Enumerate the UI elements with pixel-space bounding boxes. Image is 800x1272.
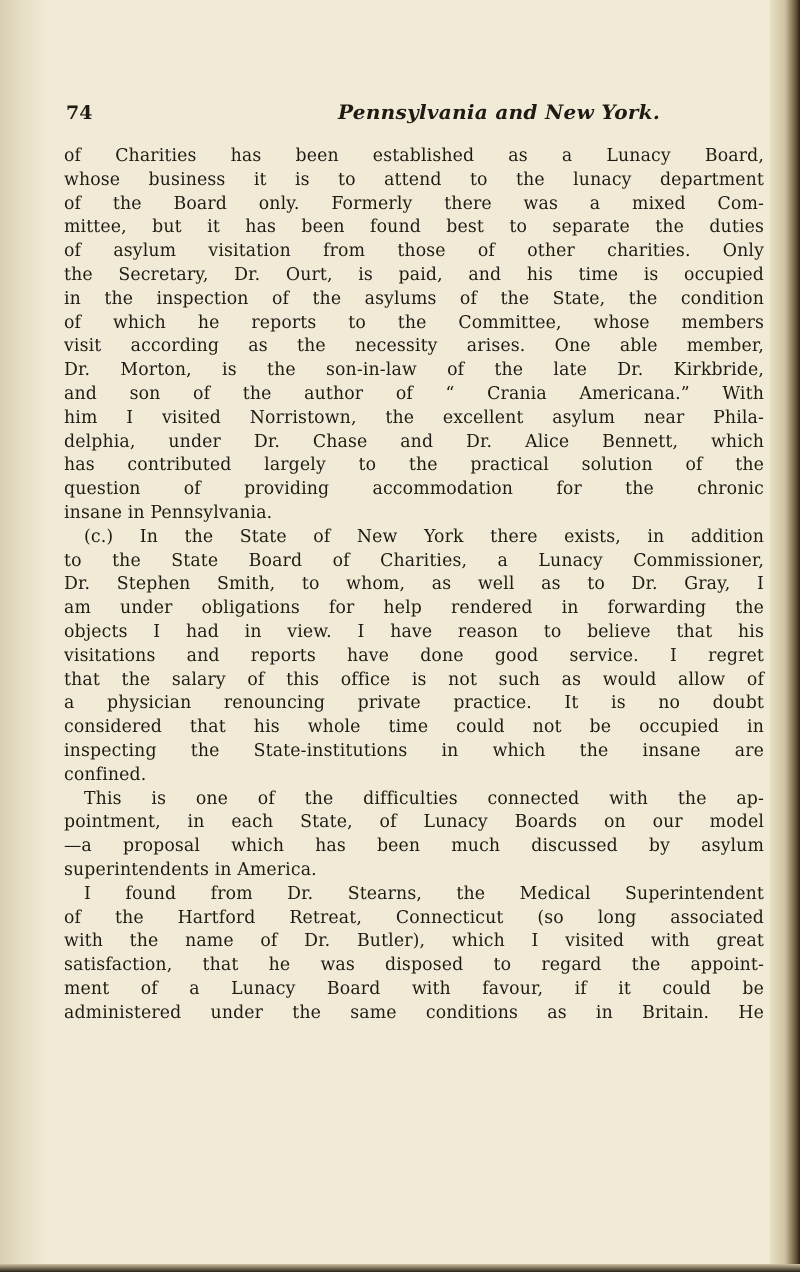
- text-line: of the Hartford Retreat, Connecticut (so long associated: [64, 907, 764, 928]
- text-line: inspecting the State-institutions in which the insane are: [64, 740, 764, 761]
- page-gutter-right: [770, 0, 800, 1272]
- text-line: mittee, but it has been found best to separate the duties: [64, 217, 764, 238]
- page-header: [64, 100, 764, 132]
- text-line: I found from Dr. Stearns, the Medical Superintendent: [84, 883, 764, 904]
- running-title: Pennsylvania and New York.: [338, 100, 661, 124]
- book-page: [64, 0, 764, 1272]
- text-line: of Charities has been established as a Lunacy Board,: [64, 146, 764, 166]
- text-line: pointment, in each State, of Lunacy Boards on our model: [64, 812, 764, 833]
- text-line: of asylum visitation from those of other charities. Only: [64, 241, 764, 262]
- text-line: question of providing accommodation for the chronic: [64, 479, 764, 500]
- page-gutter-left: [0, 0, 46, 1272]
- text-line: insane in Pennsylvania.: [64, 502, 273, 523]
- text-line: considered that his whole time could not be occupied in: [64, 717, 764, 738]
- text-line: Dr. Morton, is the son-in-law of the late Dr. Kirkbride,: [64, 360, 764, 381]
- text-line: whose business it is to attend to the lunacy department: [64, 169, 764, 190]
- text-line: has contributed largely to the practical solution of the: [64, 455, 764, 476]
- text-line: with the name of Dr. Butler), which I visited with great: [64, 931, 764, 952]
- text-line: of the Board only. Formerly there was a mixed Com-: [64, 193, 764, 214]
- text-line: that the salary of this office is not such as would allow of: [64, 669, 764, 690]
- text-line: objects I had in view. I have reason to believe that his: [64, 621, 764, 642]
- text-line: and son of the author of “ Crania Americana.” With: [64, 383, 764, 404]
- text-line: —a proposal which has been much discussed by asylum: [64, 836, 764, 857]
- text-line: a physician renouncing private practice. It is no doubt: [64, 693, 764, 714]
- text-line: administered under the same conditions as in Britain. He: [64, 1002, 764, 1023]
- body-text: [64, 145, 764, 1025]
- text-line: of which he reports to the Committee, whose members: [64, 312, 764, 333]
- page-number: 74: [66, 102, 93, 124]
- text-line: visit according as the necessity arises. One able member,: [64, 336, 764, 357]
- text-line: Dr. Stephen Smith, to whom, as well as to Dr. Gray, I: [64, 574, 764, 595]
- text-line: delphia, under Dr. Chase and Dr. Alice Bennett, which: [64, 431, 764, 452]
- text-line: am under obligations for help rendered in forwarding the: [64, 598, 764, 619]
- text-line: satisfaction, that he was disposed to regard the appoint-: [64, 955, 764, 976]
- text-line: visitations and reports have done good service. I regret: [64, 645, 764, 666]
- text-line: superintendents in America.: [64, 859, 317, 880]
- text-line: ment of a Lunacy Board with favour, if it could be: [64, 978, 764, 999]
- text-line: to the State Board of Charities, a Lunacy Commissioner,: [64, 550, 764, 571]
- text-line: confined.: [64, 764, 147, 785]
- text-line: This is one of the difficulties connected with the ap-: [84, 788, 764, 809]
- text-line: (c.) In the State of New York there exists, in addition: [84, 526, 764, 547]
- text-line: in the inspection of the asylums of the State, the condition: [64, 288, 764, 309]
- text-line: the Secretary, Dr. Ourt, is paid, and his time is occupied: [64, 264, 764, 285]
- text-line: him I visited Norristown, the excellent asylum near Phila-: [64, 407, 764, 428]
